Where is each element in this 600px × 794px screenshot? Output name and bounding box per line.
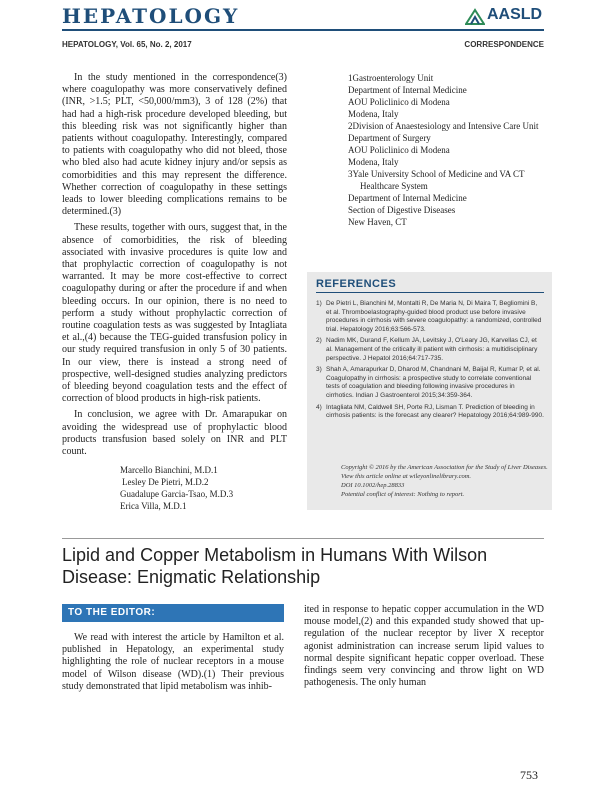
section-label: CORRESPONDENCE (464, 40, 544, 49)
reference-text: Shah A, Amarapurkar D, Dharod M, Chandnani M, Baijal R, Kumar P, et al. Coagulopathy in cirrhosis: a prospective study to correlate conventional tests of coagulation and bleeding following invasive procedures in cirrhotics. Indian J Gastroenterol 2015;34:359-364. (326, 366, 541, 399)
affiliation-line: Modena, Italy (348, 109, 399, 119)
affiliation-line: Modena, Italy (348, 157, 399, 167)
reference-text: Nadim MK, Durand F, Kellum JA, Levitsky J, O'Leary JG, Karvellas CJ, et al. Management of the critically ill patient with cirrhosis: a multidisciplinary perspective. J Hepatol 2016;64:717-735. (326, 337, 538, 362)
view-online-line: View this article online at wileyonlinelibrary.com. (341, 473, 472, 480)
affiliations (348, 72, 548, 228)
to-the-editor-label: TO THE EDITOR: (68, 607, 156, 618)
page-number: 753 (520, 768, 538, 782)
reference-item (316, 337, 544, 363)
reference-item (316, 300, 544, 334)
journal-title: HEPATOLOGY (62, 4, 240, 28)
affiliation-line: Department of Internal Medicine (348, 193, 467, 203)
references-heading: REFERENCES (316, 278, 397, 290)
next-letter-col1 (62, 632, 284, 693)
affiliation-line: 3Yale University School of Medicine and VA CT (348, 169, 525, 179)
logo-text: AASLD (487, 6, 543, 23)
reference-number: 1) (316, 300, 322, 307)
affiliation-line: 2Division of Anaestesiology and Intensive Care Unit (348, 121, 539, 131)
letter-title: Lipid and Copper Metabolism in Humans With Wilson Disease: Enigmatic Relationship (62, 545, 488, 587)
paragraph: ited in response to hepatic copper accumulation in the WD mouse model,(2) and this expanded study showed that up-regulation of the nuclear receptor by liver X receptor agonist administration can increase serum lipid values to normal despite significant hepatic copper overload. These findings seem very convincing and throw light on WD pathogenesis. The only human (304, 604, 544, 689)
paragraph: In conclusion, we agree with Dr. Amarapukar on avoiding the widespread use of prophylactic blood products transfusion based solely on INR and PLT count. (62, 409, 287, 458)
affiliation-line: Healthcare System (360, 181, 428, 191)
reference-number: 2) (316, 337, 322, 345)
next-letter-col2 (304, 604, 544, 689)
affiliation-line: 1Gastroenterology Unit (348, 73, 434, 83)
author: Guadalupe Garcia-Tsao, M.D.3 (120, 489, 234, 499)
aasld-logo-icon (465, 8, 485, 26)
section-separator (62, 538, 544, 539)
reference-list (316, 300, 544, 424)
paragraph: These results, together with ours, suggest that, in the absence of comorbidities, the risk of bleeding associated with invasive procedures is quite low and that prophylactic correction of coagulopathy is not warranted. It may be more cost-effective to correct coagulopathy during or after the procedure if and when bleeding occurs. In our opinion, there is no need to perform a study without prophylactic correction of routine coagulation tests as was suggested by Intagliata et al.,(4) because the TEG-guided transfusion policy in our study required transfusion in only 5 of 30 patients. In our view, there is instead a strong need of prospective, well-designed studies analyzing predictors of bleeding beyond coagulation tests and the effect of correction of blood products in high-risk patients. (62, 222, 287, 405)
author: Lesley De Pietri, M.D.2 (122, 477, 209, 487)
affiliation-line: Department of Surgery (348, 133, 431, 143)
reference-text: Intagliata NM, Caldwell SH, Porte RJ, Lisman T. Prediction of bleeding in cirrhosis patients: is the forecast any clearer? Hepatology 2016;64:989-990. (326, 403, 544, 420)
author: Erica Villa, M.D.1 (120, 501, 187, 511)
doi-line: DOI 10.1002/hep.28833 (341, 482, 405, 489)
conflict-line: Potential conflict of interest: Nothing to report. (341, 491, 465, 498)
affiliation-line: Department of Internal Medicine (348, 85, 467, 95)
paragraph: In the study mentioned in the correspondence(3) where coagulopathy was more conservatively defined (INR, >1.5; PLT, <50,000/mm3), 3 of 128 (2%) that had had a high-risk procedure developed bleeding, but this bleeding risk was not significantly higher than patients without coagulopathy. Interestingly, compared to patients with coagulopathy who did not bleed, those who bled also had acute kidney injury and/or sepsis as comorbidities and this may represent the difference. Whether correction of coagulopathy in these settings leads to lower bleeding complications remains to be determined.(3) (62, 72, 287, 218)
author-list (120, 464, 233, 512)
citation: HEPATOLOGY, Vol. 65, No. 2, 2017 (62, 40, 192, 49)
copyright-block (341, 463, 546, 499)
paragraph: We read with interest the article by Hamilton et al. published in Hepatology, an experimental study highlighting the role of nuclear receptors in a mouse model of Wilson disease (WD).(1) Their previous study demonstrated that lipid metabolism was inhib- (62, 632, 284, 692)
to-the-editor-banner (62, 604, 284, 622)
letter-body (62, 72, 287, 458)
affiliation-line: AOU Policlinico di Modena (348, 145, 450, 155)
reference-item (316, 366, 544, 400)
reference-item (316, 404, 544, 421)
copyright-line: Copyright © 2016 by the American Association for the Study of Liver Diseases. (341, 464, 548, 471)
aasld-logo (465, 6, 543, 28)
reference-number: 4) (316, 403, 322, 411)
references-rule (316, 292, 544, 293)
affiliation-line: New Haven, CT (348, 217, 407, 227)
affiliation-line: Section of Digestive Diseases (348, 205, 456, 215)
author: Marcello Bianchini, M.D.1 (120, 465, 218, 475)
affiliation-line: AOU Policlinico di Modena (348, 97, 450, 107)
reference-text: De Pietri L, Bianchini M, Montalti R, De Maria N, Di Maira T, Begliomini B, et al. Thromboelastography-guided blood product use before invasive procedures in cirrhosis with severe coagulopathy: a randomized, controlled trial. Hepatology 2016;63:566-573. (326, 300, 542, 333)
header-rule (62, 29, 544, 31)
reference-number: 3) (316, 366, 322, 374)
